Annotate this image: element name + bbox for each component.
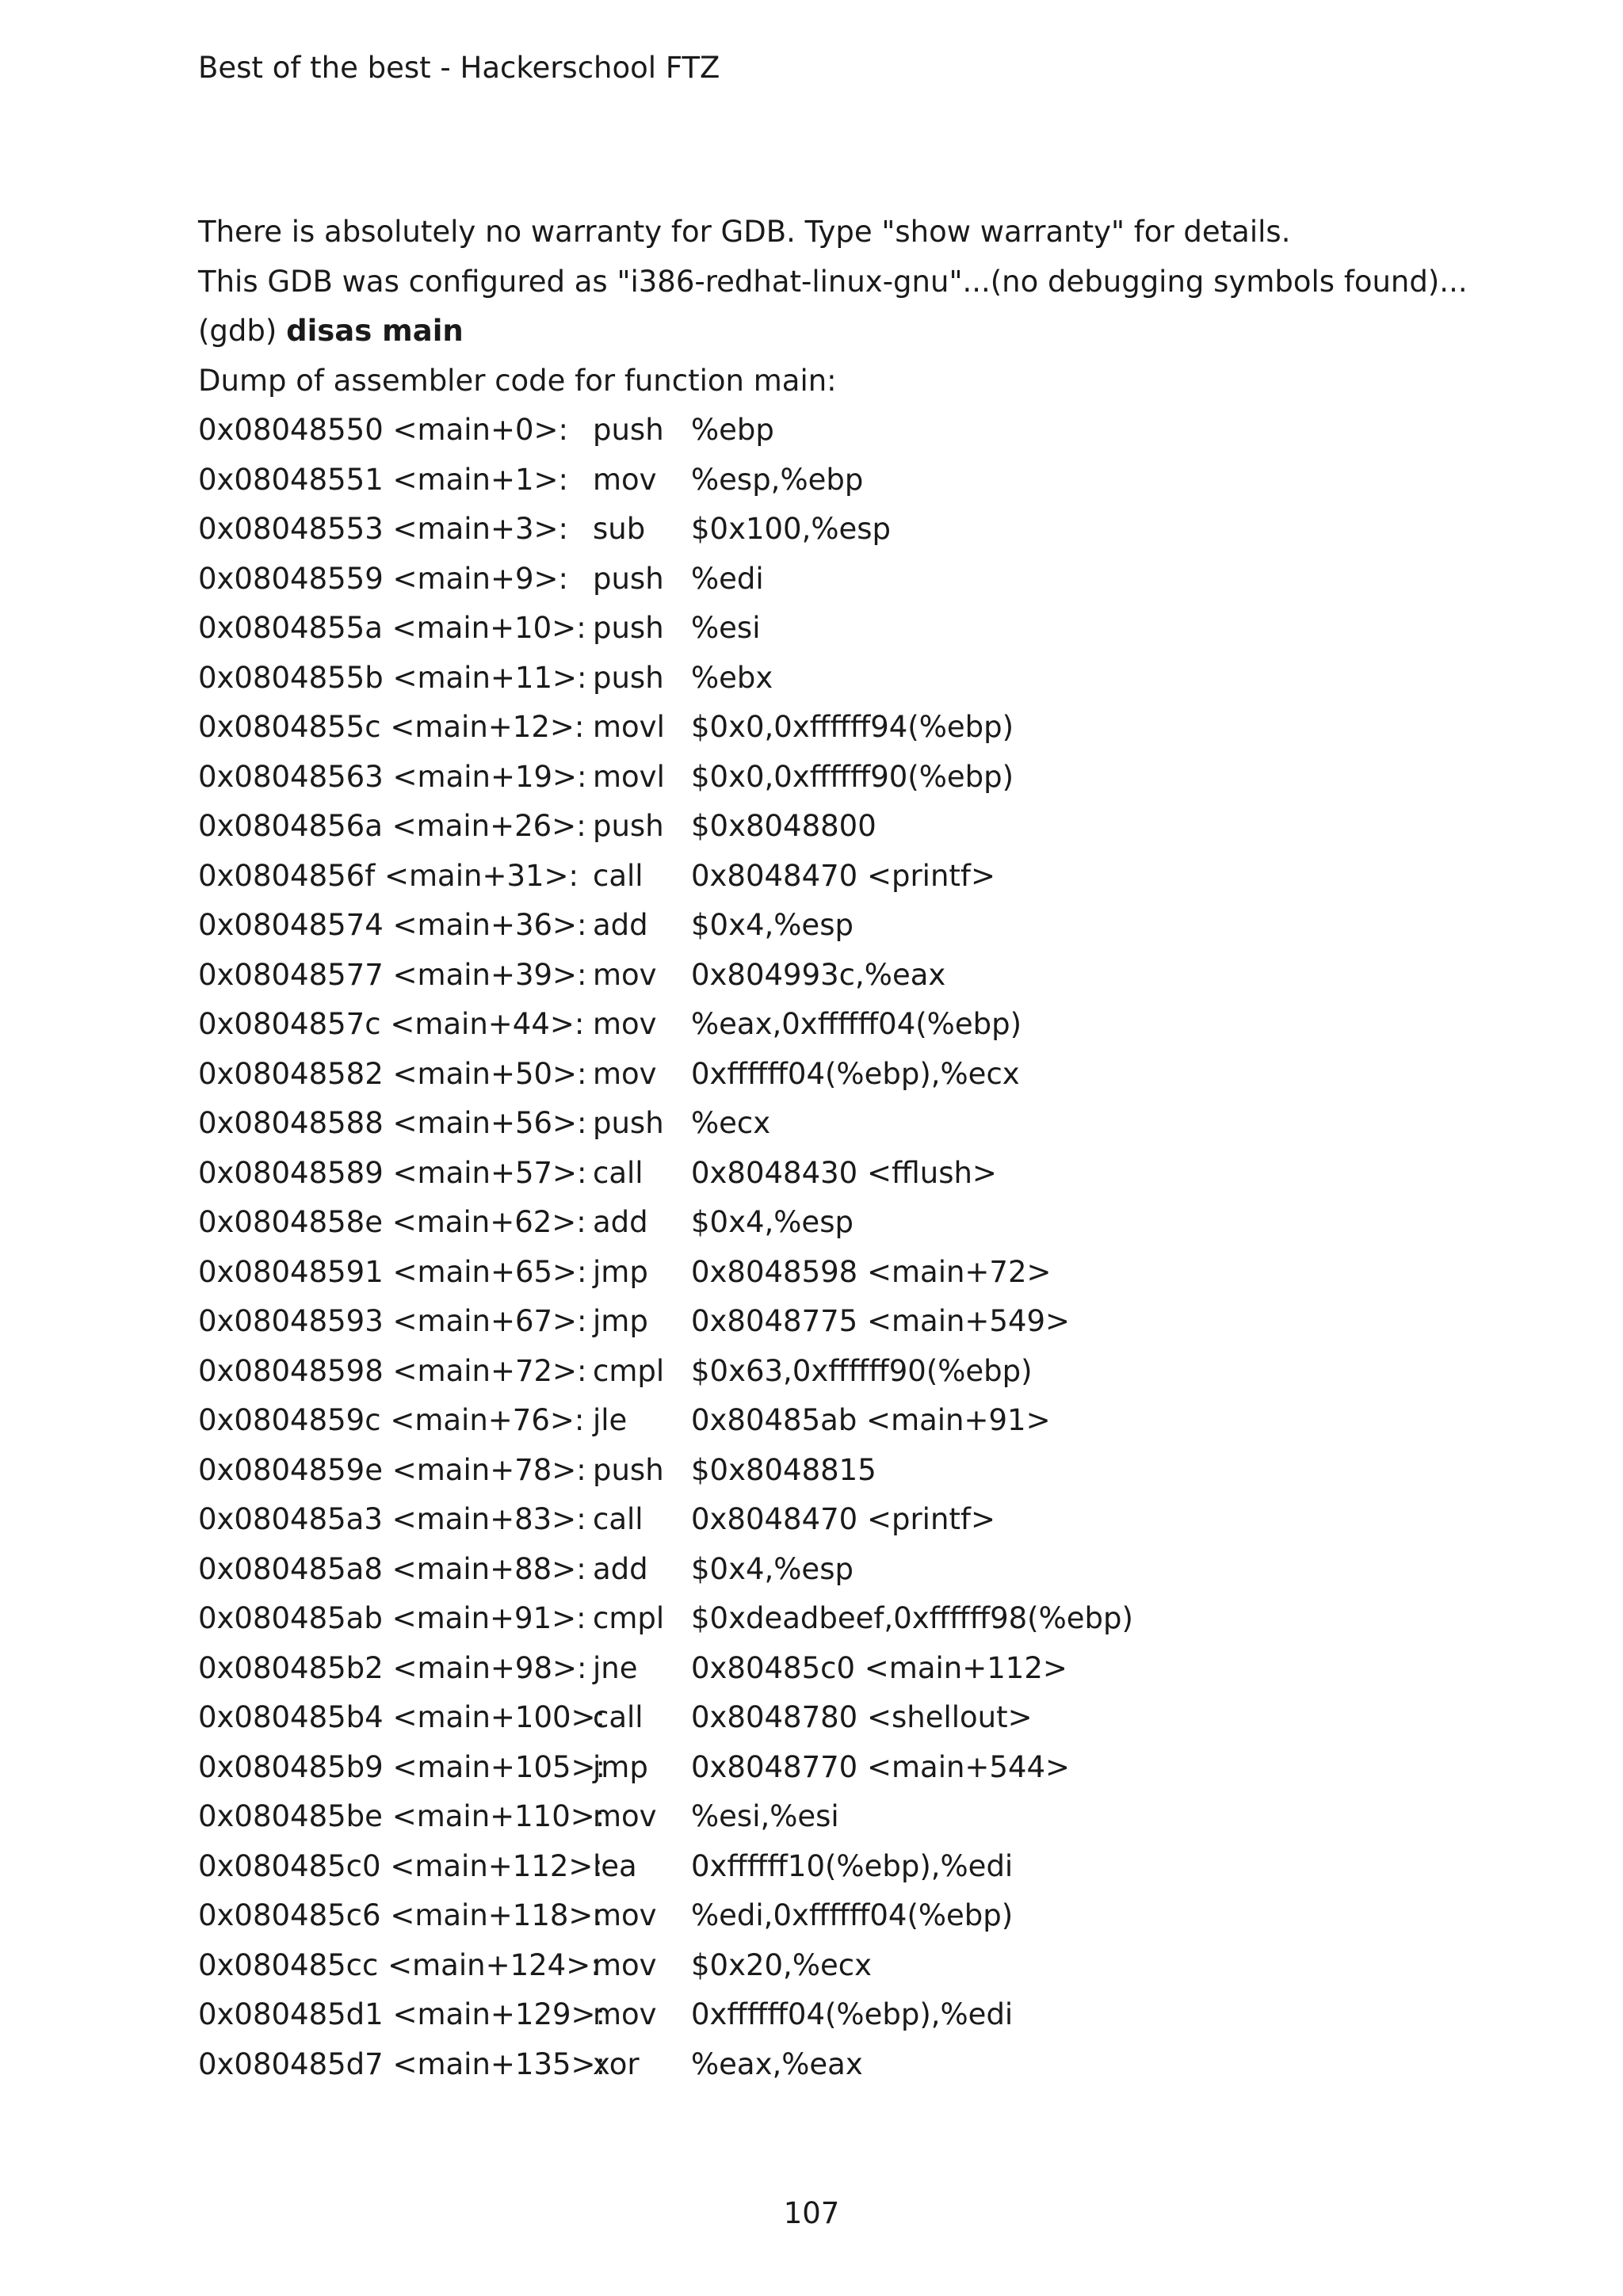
- disassembly-line: [198, 456, 1434, 505]
- instruction-mnemonic: jle: [593, 1403, 628, 1437]
- instruction-mnemonic: push: [593, 413, 664, 447]
- instruction-address: 0x080485a8 <main+88>:: [198, 1551, 586, 1586]
- instruction-operands: %esi,%esi: [691, 1799, 839, 1833]
- disassembly-line: [198, 1149, 1434, 1199]
- disassembly-line: [198, 1693, 1434, 1743]
- instruction-mnemonic: mov: [593, 462, 657, 497]
- instruction-operands: 0x8048470 <printf>: [691, 858, 995, 893]
- disassembly-line: [198, 1594, 1434, 1644]
- instruction-mnemonic: xor: [593, 2046, 640, 2081]
- disassembly-line: [198, 505, 1434, 555]
- instruction-operands: $0x4,%esp: [691, 908, 854, 942]
- disassembly-line: [198, 1198, 1434, 1248]
- disassembly-line: [198, 1000, 1434, 1050]
- instruction-operands: 0x8048770 <main+544>: [691, 1749, 1071, 1784]
- instruction-address: 0x0804857c <main+44>:: [198, 1007, 585, 1041]
- instruction-address: 0x080485ab <main+91>:: [198, 1601, 586, 1635]
- instruction-operands: $0x0,0xffffff94(%ebp): [691, 710, 1014, 744]
- instruction-address: 0x080485c6 <main+118>:: [198, 1898, 603, 1932]
- instruction-operands: $0x4,%esp: [691, 1551, 854, 1586]
- instruction-mnemonic: jne: [593, 1650, 638, 1685]
- instruction-operands: $0x63,0xffffff90(%ebp): [691, 1353, 1033, 1388]
- instruction-address: 0x08048550 <main+0>:: [198, 413, 568, 447]
- instruction-operands: $0x4,%esp: [691, 1205, 854, 1239]
- gdb-prompt-line: [198, 307, 1434, 357]
- instruction-address: 0x080485a3 <main+83>:: [198, 1502, 586, 1536]
- instruction-address: 0x080485b4 <main+100>:: [198, 1700, 606, 1734]
- instruction-operands: 0x804993c,%eax: [691, 957, 946, 992]
- instruction-mnemonic: mov: [593, 1997, 657, 2031]
- instruction-address: 0x0804859c <main+76>:: [198, 1403, 585, 1437]
- instruction-mnemonic: push: [593, 1452, 664, 1487]
- instruction-operands: %ebp: [691, 413, 774, 447]
- instruction-mnemonic: call: [593, 1502, 643, 1536]
- instruction-address: 0x080485d7 <main+135>:: [198, 2046, 606, 2081]
- instruction-operands: $0x100,%esp: [691, 512, 892, 546]
- instruction-mnemonic: add: [593, 908, 648, 942]
- disassembly-line: [198, 1446, 1434, 1496]
- instruction-operands: %ebx: [691, 660, 773, 695]
- instruction-address: 0x0804855a <main+10>:: [198, 611, 586, 645]
- disassembly-line: [198, 1050, 1434, 1100]
- disassembly-listing: [198, 406, 1434, 2089]
- instruction-operands: %eax,%eax: [691, 2046, 863, 2081]
- disas-main-command: disas main: [286, 314, 464, 348]
- disassembly-line: [198, 1941, 1434, 1991]
- instruction-mnemonic: push: [593, 1106, 664, 1140]
- instruction-address: 0x0804855c <main+12>:: [198, 710, 585, 744]
- instruction-address: 0x08048574 <main+36>:: [198, 908, 587, 942]
- disassembly-line: [198, 654, 1434, 704]
- instruction-operands: $0x8048800: [691, 809, 876, 843]
- instruction-operands: %edi,0xffffff04(%ebp): [691, 1898, 1014, 1932]
- instruction-address: 0x08048559 <main+9>:: [198, 561, 568, 596]
- instruction-operands: %ecx: [691, 1106, 771, 1140]
- instruction-address: 0x08048588 <main+56>:: [198, 1106, 587, 1140]
- instruction-address: 0x080485b2 <main+98>:: [198, 1650, 587, 1685]
- instruction-mnemonic: add: [593, 1551, 648, 1586]
- disassembly-line: [198, 555, 1434, 605]
- instruction-mnemonic: add: [593, 1205, 648, 1239]
- disassembly-line: [198, 1347, 1434, 1397]
- instruction-address: 0x0804856a <main+26>:: [198, 809, 586, 843]
- disassembly-line: [198, 852, 1434, 902]
- instruction-address: 0x08048591 <main+65>:: [198, 1254, 587, 1289]
- gdb-session-text: [198, 208, 1468, 2089]
- instruction-address: 0x080485b9 <main+105>:: [198, 1749, 606, 1784]
- page-number: 107: [783, 2196, 840, 2230]
- instruction-operands: %eax,0xffffff04(%ebp): [691, 1007, 1022, 1041]
- instruction-mnemonic: sub: [593, 512, 646, 546]
- disassembly-line: [198, 802, 1434, 852]
- disassembly-line: [198, 1644, 1434, 1694]
- instruction-mnemonic: push: [593, 561, 664, 596]
- instruction-operands: 0x8048470 <printf>: [691, 1502, 995, 1536]
- instruction-address: 0x08048553 <main+3>:: [198, 512, 568, 546]
- instruction-mnemonic: call: [593, 858, 643, 893]
- instruction-mnemonic: mov: [593, 1799, 657, 1833]
- instruction-mnemonic: movl: [593, 759, 665, 794]
- instruction-operands: 0xffffff04(%ebp),%ecx: [691, 1056, 1020, 1091]
- instruction-operands: $0xdeadbeef,0xffffff98(%ebp): [691, 1601, 1133, 1635]
- instruction-operands: 0xffffff04(%ebp),%edi: [691, 1997, 1014, 2031]
- instruction-mnemonic: call: [593, 1700, 643, 1734]
- gdb-prompt: (gdb): [198, 314, 277, 348]
- instruction-address: 0x08048598 <main+72>:: [198, 1353, 587, 1388]
- disassembly-line: [198, 1743, 1434, 1793]
- disassembly-line: [198, 951, 1434, 1001]
- instruction-address: 0x080485d1 <main+129>:: [198, 1997, 606, 2031]
- disassembly-line: [198, 2040, 1434, 2090]
- instruction-operands: $0x8048815: [691, 1452, 876, 1487]
- instruction-address: 0x0804858e <main+62>:: [198, 1205, 586, 1239]
- instruction-mnemonic: jmp: [593, 1304, 648, 1338]
- instruction-mnemonic: mov: [593, 1056, 657, 1091]
- disassembly-line: [198, 1396, 1434, 1446]
- instruction-operands: %esp,%ebp: [691, 462, 864, 497]
- instruction-operands: %esi: [691, 611, 761, 645]
- instruction-operands: 0x8048430 <fflush>: [691, 1155, 997, 1190]
- instruction-mnemonic: push: [593, 809, 664, 843]
- instruction-operands: 0x8048780 <shellout>: [691, 1700, 1033, 1734]
- gdb-config-line: This GDB was configured as "i386-redhat-linux-gnu"...(no debugging symbols found)...: [198, 264, 1468, 299]
- instruction-address: 0x080485be <main+110>:: [198, 1799, 605, 1833]
- disassembly-line: [198, 1495, 1434, 1545]
- instruction-mnemonic: lea: [593, 1848, 637, 1883]
- instruction-address: 0x08048577 <main+39>:: [198, 957, 587, 992]
- instruction-address: 0x080485cc <main+124>:: [198, 1947, 601, 1982]
- instruction-mnemonic: mov: [593, 1007, 657, 1041]
- disassembly-line: [198, 1891, 1434, 1941]
- instruction-operands: 0x8048775 <main+549>: [691, 1304, 1071, 1338]
- instruction-operands: 0x8048598 <main+72>: [691, 1254, 1052, 1289]
- running-header: Best of the best - Hackerschool FTZ: [198, 51, 720, 85]
- instruction-operands: $0x20,%ecx: [691, 1947, 872, 1982]
- disassembly-line: [198, 1099, 1434, 1149]
- instruction-address: 0x08048589 <main+57>:: [198, 1155, 587, 1190]
- instruction-address: 0x08048563 <main+19>:: [198, 759, 587, 794]
- disassembly-line: [198, 604, 1434, 654]
- instruction-mnemonic: call: [593, 1155, 643, 1190]
- disassembly-line: [198, 1792, 1434, 1842]
- instruction-mnemonic: cmpl: [593, 1601, 665, 1635]
- disassembly-line: [198, 1842, 1434, 1892]
- instruction-mnemonic: mov: [593, 1898, 657, 1932]
- disassembly-line: [198, 406, 1434, 456]
- instruction-operands: 0xffffff10(%ebp),%edi: [691, 1848, 1014, 1883]
- disassembly-line: [198, 901, 1434, 951]
- disassembly-line: [198, 1545, 1434, 1595]
- instruction-address: 0x08048593 <main+67>:: [198, 1304, 587, 1338]
- dump-heading-line: Dump of assembler code for function main:: [198, 363, 837, 398]
- instruction-address: 0x080485c0 <main+112>:: [198, 1848, 603, 1883]
- disassembly-line: [198, 703, 1434, 753]
- instruction-mnemonic: jmp: [593, 1749, 648, 1784]
- instruction-address: 0x08048582 <main+50>:: [198, 1056, 587, 1091]
- instruction-mnemonic: movl: [593, 710, 665, 744]
- warranty-notice-line: There is absolutely no warranty for GDB. Type "show warranty" for details.: [198, 215, 1291, 249]
- instruction-address: 0x0804859e <main+78>:: [198, 1452, 586, 1487]
- instruction-mnemonic: jmp: [593, 1254, 648, 1289]
- disassembly-line: [198, 1990, 1434, 2040]
- instruction-operands: %edi: [691, 561, 764, 596]
- instruction-address: 0x08048551 <main+1>:: [198, 462, 568, 497]
- disassembly-line: [198, 753, 1434, 803]
- instruction-mnemonic: push: [593, 660, 664, 695]
- instruction-address: 0x0804855b <main+11>:: [198, 660, 587, 695]
- instruction-operands: 0x80485ab <main+91>: [691, 1403, 1051, 1437]
- disassembly-line: [198, 1248, 1434, 1298]
- instruction-mnemonic: mov: [593, 957, 657, 992]
- instruction-mnemonic: mov: [593, 1947, 657, 1982]
- instruction-operands: $0x0,0xffffff90(%ebp): [691, 759, 1014, 794]
- instruction-mnemonic: cmpl: [593, 1353, 665, 1388]
- instruction-address: 0x0804856f <main+31>:: [198, 858, 579, 893]
- instruction-mnemonic: push: [593, 611, 664, 645]
- disassembly-line: [198, 1297, 1434, 1347]
- instruction-operands: 0x80485c0 <main+112>: [691, 1650, 1067, 1685]
